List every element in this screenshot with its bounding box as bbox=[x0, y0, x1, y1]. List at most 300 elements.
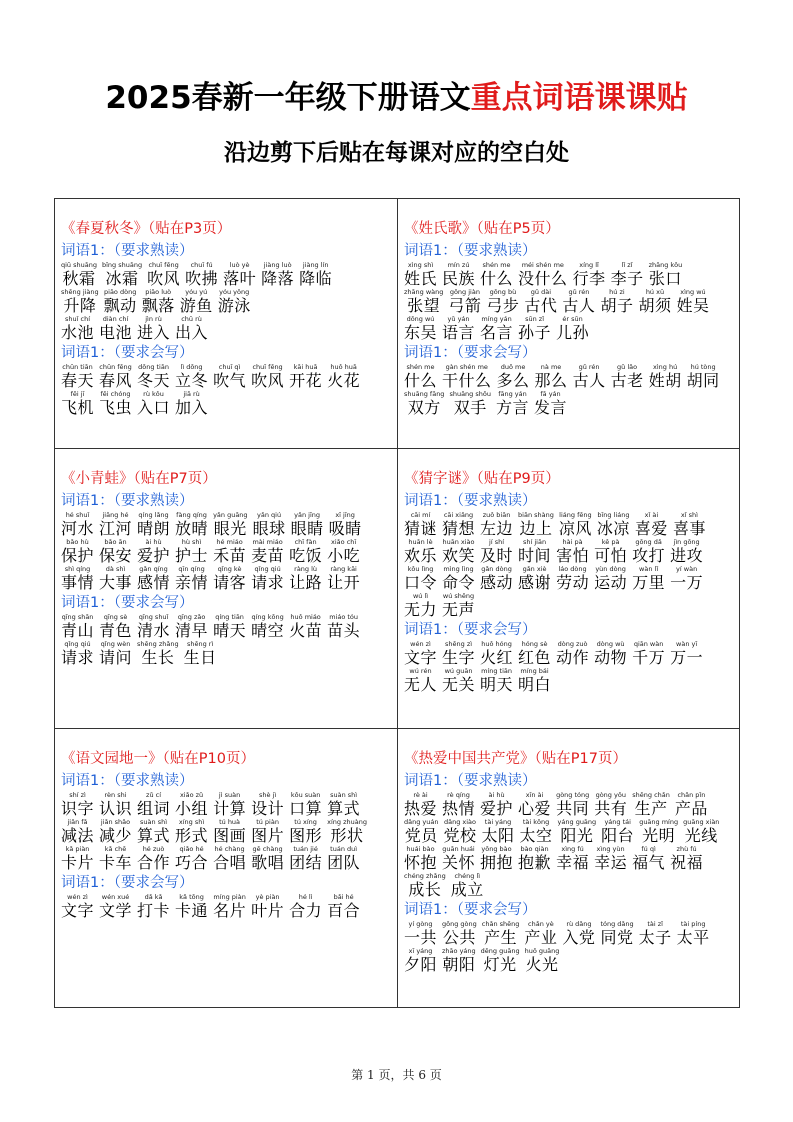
word-hanzi: 事情 bbox=[61, 573, 95, 592]
word-hanzi: 猜想 bbox=[442, 519, 476, 538]
word-hanzi: 什么 bbox=[480, 269, 514, 288]
word-hanzi: 夕阳 bbox=[404, 955, 438, 974]
word-item bbox=[670, 565, 703, 592]
word-item bbox=[327, 893, 360, 920]
word-hanzi: 李子 bbox=[610, 269, 644, 288]
word-item bbox=[251, 363, 284, 390]
word-pinyin: xī jīng bbox=[335, 511, 355, 519]
word-hanzi: 进攻 bbox=[670, 546, 704, 565]
word-pinyin: qíng lǎng bbox=[138, 511, 169, 519]
word-item bbox=[442, 261, 475, 288]
word-item bbox=[482, 818, 515, 845]
word-pinyin: zhāng kǒu bbox=[648, 261, 683, 269]
word-item bbox=[327, 538, 360, 565]
word-hanzi: 飘动 bbox=[103, 296, 137, 315]
section-label: 词语1：（要求熟读） bbox=[404, 493, 537, 509]
word-hanzi: 古人 bbox=[562, 296, 596, 315]
word-pinyin: wú rén bbox=[409, 667, 432, 675]
word-pinyin: gòng tóng bbox=[556, 791, 590, 799]
word-hanzi: 明天 bbox=[480, 675, 514, 694]
word-pinyin: dēng guāng bbox=[480, 947, 520, 955]
word-pinyin: gǎn qíng bbox=[139, 565, 168, 573]
section-label: 词语1：（要求熟读） bbox=[61, 243, 194, 259]
word-item bbox=[600, 288, 633, 315]
word-hanzi: 认识 bbox=[99, 799, 133, 818]
word-pinyin: qiǎo hé bbox=[179, 845, 204, 853]
word-pinyin: cāi xiǎng bbox=[443, 511, 474, 519]
word-pinyin: shén me bbox=[406, 363, 435, 371]
word-pinyin: jiā rù bbox=[183, 390, 200, 398]
word-hanzi: 欢笑 bbox=[442, 546, 476, 565]
word-pinyin: kǎ chē bbox=[104, 845, 127, 853]
page-footer: 第 1 页，共 6 页 bbox=[351, 1068, 442, 1082]
word-item bbox=[442, 640, 475, 667]
word-hanzi: 吹风 bbox=[251, 371, 285, 390]
word-hanzi: 左边 bbox=[480, 519, 514, 538]
word-item bbox=[535, 363, 568, 390]
word-pinyin: qīng shuǐ bbox=[138, 613, 169, 621]
word-pinyin: bīng shuāng bbox=[101, 261, 143, 269]
word-item bbox=[518, 511, 554, 538]
word-hanzi: 团队 bbox=[327, 853, 361, 872]
word-hanzi: 打卡 bbox=[137, 901, 171, 920]
word-hanzi: 一万 bbox=[670, 573, 704, 592]
word-pinyin: jiàng lín bbox=[302, 261, 329, 269]
word-pinyin: jìn gōng bbox=[673, 538, 700, 546]
word-item bbox=[99, 640, 132, 667]
word-item bbox=[137, 893, 170, 920]
word-item bbox=[670, 640, 703, 667]
word-hanzi: 民族 bbox=[442, 269, 476, 288]
word-item bbox=[99, 818, 132, 845]
word-pinyin: mìng lìng bbox=[443, 565, 474, 573]
word-item bbox=[213, 613, 246, 640]
word-pinyin: guān huái bbox=[442, 845, 475, 853]
word-hanzi: 团结 bbox=[289, 853, 323, 872]
word-pinyin: ài hù bbox=[145, 538, 162, 546]
word-pinyin: qiān wàn bbox=[633, 640, 664, 648]
word-hanzi: 吹风 bbox=[147, 269, 181, 288]
word-item bbox=[251, 613, 284, 640]
word-hanzi: 祝福 bbox=[670, 853, 704, 872]
word-item bbox=[175, 791, 208, 818]
word-item bbox=[175, 845, 208, 872]
word-item bbox=[404, 872, 446, 899]
page-title-red: 重点词语课课贴 bbox=[470, 80, 688, 116]
word-item bbox=[442, 363, 492, 390]
word-pinyin: ràng kāi bbox=[330, 565, 357, 573]
word-row bbox=[404, 791, 738, 818]
word-hanzi: 吃饭 bbox=[289, 546, 323, 565]
word-pinyin: míng bái bbox=[520, 667, 549, 675]
word-pinyin: yǎn qiú bbox=[257, 511, 282, 519]
word-hanzi: 胡须 bbox=[638, 296, 672, 315]
lesson-title: 《热爱中国共产党》（贴在P17页） bbox=[404, 751, 627, 767]
word-item bbox=[524, 288, 557, 315]
word-pinyin: miáo tóu bbox=[329, 613, 359, 621]
word-hanzi: 欢乐 bbox=[404, 546, 438, 565]
word-pinyin: dōng tiān bbox=[138, 363, 169, 371]
word-pinyin: gǔ rén bbox=[578, 363, 600, 371]
word-hanzi: 儿孙 bbox=[556, 323, 590, 342]
word-pinyin: ài hù bbox=[488, 791, 505, 799]
word-hanzi: 共有 bbox=[594, 799, 628, 818]
word-row bbox=[404, 845, 738, 872]
lesson-title: 《小青蛙》（贴在P7页） bbox=[61, 471, 217, 487]
word-pinyin: piāo luò bbox=[145, 288, 172, 296]
word-item bbox=[525, 947, 560, 974]
word-hanzi: 卡通 bbox=[175, 901, 209, 920]
word-hanzi: 明白 bbox=[518, 675, 552, 694]
word-item bbox=[61, 315, 94, 342]
word-hanzi: 开花 bbox=[289, 371, 323, 390]
word-hanzi: 飞机 bbox=[61, 398, 95, 417]
word-item bbox=[442, 947, 476, 974]
word-row bbox=[61, 818, 395, 845]
word-hanzi: 感情 bbox=[137, 573, 171, 592]
word-item bbox=[291, 511, 324, 538]
word-item bbox=[404, 390, 444, 417]
word-pinyin: tuán jié bbox=[293, 845, 318, 853]
word-pinyin: mài miáo bbox=[252, 538, 283, 546]
word-hanzi: 禾苗 bbox=[213, 546, 247, 565]
word-pinyin: gē chàng bbox=[252, 845, 283, 853]
section-label: 词语1：（要求熟读） bbox=[61, 493, 194, 509]
word-item bbox=[175, 390, 208, 417]
word-item bbox=[442, 538, 475, 565]
word-hanzi: 入口 bbox=[137, 398, 171, 417]
word-hanzi: 猜谜 bbox=[404, 519, 438, 538]
word-hanzi: 爱护 bbox=[137, 546, 171, 565]
word-hanzi: 及时 bbox=[480, 546, 514, 565]
word-row bbox=[61, 893, 395, 920]
word-item bbox=[213, 893, 246, 920]
word-pinyin: gōng gòng bbox=[442, 920, 477, 928]
word-hanzi: 合唱 bbox=[213, 853, 247, 872]
word-hanzi: 眼光 bbox=[213, 519, 247, 538]
word-pinyin: chūn fēng bbox=[99, 363, 132, 371]
word-item bbox=[147, 261, 180, 288]
word-hanzi: 方言 bbox=[495, 398, 529, 417]
word-hanzi: 无力 bbox=[404, 600, 438, 619]
word-hanzi: 入党 bbox=[562, 928, 596, 947]
word-item bbox=[289, 363, 322, 390]
lesson-title: 《春夏秋冬》（贴在P3页） bbox=[61, 221, 232, 237]
word-hanzi: 百合 bbox=[327, 901, 361, 920]
word-pinyin: shì qíng bbox=[64, 565, 91, 573]
word-pinyin: dǎng xiào bbox=[443, 818, 477, 826]
word-hanzi: 名言 bbox=[480, 323, 514, 342]
word-item bbox=[213, 538, 246, 565]
word-row bbox=[61, 845, 395, 872]
word-hanzi: 吹拂 bbox=[185, 269, 219, 288]
word-hanzi: 福气 bbox=[632, 853, 666, 872]
word-pinyin: guāng míng bbox=[639, 818, 679, 826]
word-hanzi: 组词 bbox=[137, 799, 171, 818]
word-item bbox=[442, 845, 475, 872]
word-pinyin: hù shì bbox=[181, 538, 202, 546]
word-item bbox=[404, 592, 437, 619]
word-item bbox=[289, 565, 322, 592]
word-pinyin: míng piàn bbox=[213, 893, 246, 901]
word-row bbox=[61, 511, 395, 538]
word-item bbox=[524, 920, 557, 947]
word-hanzi: 弓步 bbox=[486, 296, 520, 315]
section-label: 词语1：（要求熟读） bbox=[404, 773, 537, 789]
word-item bbox=[61, 363, 94, 390]
word-hanzi: 弓箭 bbox=[448, 296, 482, 315]
word-item bbox=[99, 791, 132, 818]
word-pinyin: tài píng bbox=[680, 920, 706, 928]
word-pinyin: fāng yán bbox=[498, 390, 527, 398]
word-pinyin: kǎ tōng bbox=[179, 893, 204, 901]
word-item bbox=[594, 640, 627, 667]
word-hanzi: 红色 bbox=[518, 648, 552, 667]
word-item bbox=[480, 511, 513, 538]
word-pinyin: qīn qíng bbox=[178, 565, 205, 573]
word-item bbox=[442, 511, 475, 538]
word-item bbox=[675, 791, 708, 818]
word-pinyin: huǒ miáo bbox=[290, 613, 321, 621]
word-hanzi: 劳动 bbox=[556, 573, 590, 592]
page-subtitle: 沿边剪下后贴在每课对应的空白处 bbox=[224, 140, 569, 166]
word-hanzi: 古老 bbox=[610, 371, 644, 390]
word-pinyin: xǐ ài bbox=[644, 511, 659, 519]
word-item bbox=[137, 845, 170, 872]
word-pinyin: biān shàng bbox=[518, 511, 554, 519]
word-hanzi: 语言 bbox=[442, 323, 476, 342]
word-pinyin: shuǐ chí bbox=[65, 315, 90, 323]
word-pinyin: qīng shān bbox=[61, 613, 94, 621]
word-pinyin: chǎn yè bbox=[528, 920, 554, 928]
word-pinyin: xǐ shì bbox=[680, 511, 698, 519]
word-pinyin: rù dǎng bbox=[566, 920, 592, 928]
word-hanzi: 小组 bbox=[175, 799, 209, 818]
word-item bbox=[289, 893, 322, 920]
word-item bbox=[261, 261, 294, 288]
word-hanzi: 抱歉 bbox=[518, 853, 552, 872]
word-row bbox=[404, 288, 738, 315]
word-item bbox=[486, 288, 519, 315]
word-pinyin: méi shén me bbox=[521, 261, 564, 269]
word-pinyin: qǐng qiú bbox=[254, 565, 281, 573]
word-item bbox=[480, 565, 513, 592]
word-item bbox=[573, 261, 606, 288]
word-item bbox=[480, 261, 513, 288]
word-item bbox=[185, 261, 218, 288]
word-pinyin: wàn yī bbox=[676, 640, 698, 648]
word-item bbox=[175, 818, 208, 845]
word-item bbox=[213, 845, 246, 872]
word-item bbox=[480, 538, 513, 565]
word-item bbox=[639, 818, 678, 845]
word-row bbox=[61, 363, 395, 390]
word-pinyin: wàn lǐ bbox=[639, 565, 659, 573]
word-item bbox=[104, 288, 137, 315]
word-pinyin: wén zì bbox=[67, 893, 88, 901]
word-item bbox=[562, 920, 595, 947]
word-hanzi: 光线 bbox=[684, 826, 718, 845]
word-item bbox=[213, 363, 246, 390]
page-title bbox=[0, 78, 793, 118]
word-hanzi: 古人 bbox=[572, 371, 606, 390]
word-hanzi: 张口 bbox=[648, 269, 682, 288]
word-pinyin: huān lè bbox=[408, 538, 433, 546]
word-pinyin: jì suàn bbox=[218, 791, 241, 799]
word-row bbox=[61, 315, 395, 342]
word-pinyin: tuán duì bbox=[330, 845, 358, 853]
word-hanzi: 晴天 bbox=[213, 621, 247, 640]
word-pinyin: yùn dòng bbox=[595, 565, 626, 573]
word-hanzi: 姓吴 bbox=[676, 296, 710, 315]
word-hanzi: 卡片 bbox=[61, 853, 95, 872]
word-item bbox=[102, 261, 142, 288]
word-pinyin: zǔ cí bbox=[146, 791, 162, 799]
word-pinyin: yí gòng bbox=[408, 920, 433, 928]
word-hanzi: 河水 bbox=[61, 519, 95, 538]
word-pinyin: fēi jī bbox=[70, 390, 85, 398]
word-hanzi: 小吃 bbox=[327, 546, 361, 565]
word-hanzi: 没什么 bbox=[518, 269, 568, 288]
word-item bbox=[61, 538, 94, 565]
word-item bbox=[442, 565, 475, 592]
word-hanzi: 计算 bbox=[213, 799, 247, 818]
word-pinyin: wén xué bbox=[101, 893, 130, 901]
word-hanzi: 可怕 bbox=[594, 546, 628, 565]
word-item bbox=[213, 565, 246, 592]
word-item bbox=[327, 565, 360, 592]
word-hanzi: 降落 bbox=[261, 269, 295, 288]
word-hanzi: 胡同 bbox=[686, 371, 720, 390]
word-hanzi: 热爱 bbox=[404, 799, 438, 818]
word-item bbox=[556, 565, 589, 592]
word-hanzi: 电池 bbox=[99, 323, 133, 342]
word-hanzi: 请求 bbox=[61, 648, 95, 667]
word-item bbox=[61, 511, 94, 538]
word-pinyin: qīng zǎo bbox=[177, 613, 206, 621]
word-item bbox=[253, 511, 286, 538]
word-pinyin: hài pà bbox=[562, 538, 583, 546]
word-item bbox=[683, 818, 719, 845]
word-pinyin: qíng tiān bbox=[215, 613, 244, 621]
word-pinyin: fú qì bbox=[641, 845, 656, 853]
word-item bbox=[635, 511, 668, 538]
word-pinyin: bīng liáng bbox=[597, 511, 630, 519]
word-pinyin: zhù fú bbox=[676, 845, 697, 853]
word-hanzi: 图片 bbox=[251, 826, 285, 845]
word-item bbox=[556, 538, 589, 565]
word-pinyin: láo dòng bbox=[558, 565, 587, 573]
section-label: 词语1：（要求会写） bbox=[404, 345, 537, 361]
word-item bbox=[632, 845, 665, 872]
word-item bbox=[496, 390, 529, 417]
word-item bbox=[518, 261, 568, 288]
section-label: 词语1：（要求会写） bbox=[61, 345, 194, 361]
word-item bbox=[404, 261, 437, 288]
word-pinyin: chū rù bbox=[181, 315, 202, 323]
word-item bbox=[327, 363, 360, 390]
word-item bbox=[61, 845, 94, 872]
word-pinyin: gōng jiàn bbox=[449, 288, 480, 296]
word-pinyin: xī yáng bbox=[408, 947, 433, 955]
word-hanzi: 幸福 bbox=[556, 853, 590, 872]
word-row bbox=[61, 288, 395, 315]
word-pinyin: tú piàn bbox=[256, 818, 279, 826]
word-hanzi: 发言 bbox=[534, 398, 568, 417]
word-hanzi: 歌唱 bbox=[251, 853, 285, 872]
word-hanzi: 青色 bbox=[99, 621, 133, 640]
word-item bbox=[600, 920, 633, 947]
word-pinyin: shè jì bbox=[258, 791, 277, 799]
word-pinyin: tú huà bbox=[219, 818, 241, 826]
word-hanzi: 卡车 bbox=[99, 853, 133, 872]
word-row bbox=[61, 261, 395, 288]
word-item bbox=[99, 613, 132, 640]
word-pinyin: rèn shi bbox=[104, 791, 127, 799]
word-pinyin: huǒ huā bbox=[330, 363, 357, 371]
word-item bbox=[404, 565, 437, 592]
word-item bbox=[137, 390, 170, 417]
word-hanzi: 感谢 bbox=[518, 573, 552, 592]
word-hanzi: 胡子 bbox=[600, 296, 634, 315]
word-item bbox=[404, 288, 443, 315]
word-hanzi: 太阳 bbox=[481, 826, 515, 845]
word-item bbox=[480, 640, 513, 667]
word-item bbox=[61, 640, 94, 667]
word-hanzi: 火花 bbox=[327, 371, 361, 390]
word-item bbox=[594, 845, 627, 872]
word-item bbox=[327, 613, 360, 640]
lesson-title: 《姓氏歌》（贴在P5页） bbox=[404, 221, 560, 237]
word-item bbox=[289, 791, 322, 818]
word-hanzi: 成立 bbox=[450, 880, 484, 899]
word-item bbox=[99, 363, 132, 390]
word-hanzi: 亲情 bbox=[175, 573, 209, 592]
word-pinyin: chǎn pǐn bbox=[677, 791, 706, 799]
word-hanzi: 喜爱 bbox=[634, 519, 668, 538]
word-item bbox=[518, 538, 551, 565]
word-pinyin: tài kōng bbox=[522, 818, 550, 826]
word-pinyin: huǒ guāng bbox=[524, 947, 560, 955]
word-item bbox=[601, 818, 634, 845]
word-hanzi: 多么 bbox=[496, 371, 530, 390]
word-pinyin: hé chàng bbox=[214, 845, 245, 853]
word-hanzi: 青山 bbox=[61, 621, 95, 640]
word-hanzi: 产业 bbox=[524, 928, 558, 947]
word-item bbox=[638, 288, 671, 315]
word-hanzi: 党校 bbox=[443, 826, 477, 845]
word-hanzi: 设计 bbox=[251, 799, 285, 818]
word-hanzi: 眼睛 bbox=[290, 519, 324, 538]
word-pinyin: rè qíng bbox=[447, 791, 470, 799]
word-hanzi: 麦苗 bbox=[251, 546, 285, 565]
word-item bbox=[404, 791, 437, 818]
word-item bbox=[639, 920, 672, 947]
word-item bbox=[518, 667, 551, 694]
word-item bbox=[673, 511, 706, 538]
word-item bbox=[175, 893, 208, 920]
word-item bbox=[184, 640, 217, 667]
word-pinyin: chǎn shēng bbox=[481, 920, 520, 928]
lesson-grid bbox=[54, 198, 740, 1008]
word-hanzi: 名片 bbox=[213, 901, 247, 920]
word-pinyin: zuǒ biān bbox=[482, 511, 511, 519]
word-pinyin: nà me bbox=[540, 363, 562, 371]
word-row bbox=[404, 363, 738, 390]
word-item bbox=[137, 818, 170, 845]
word-pinyin: dōng wú bbox=[406, 315, 435, 323]
word-pinyin: qǐng wèn bbox=[100, 640, 131, 648]
